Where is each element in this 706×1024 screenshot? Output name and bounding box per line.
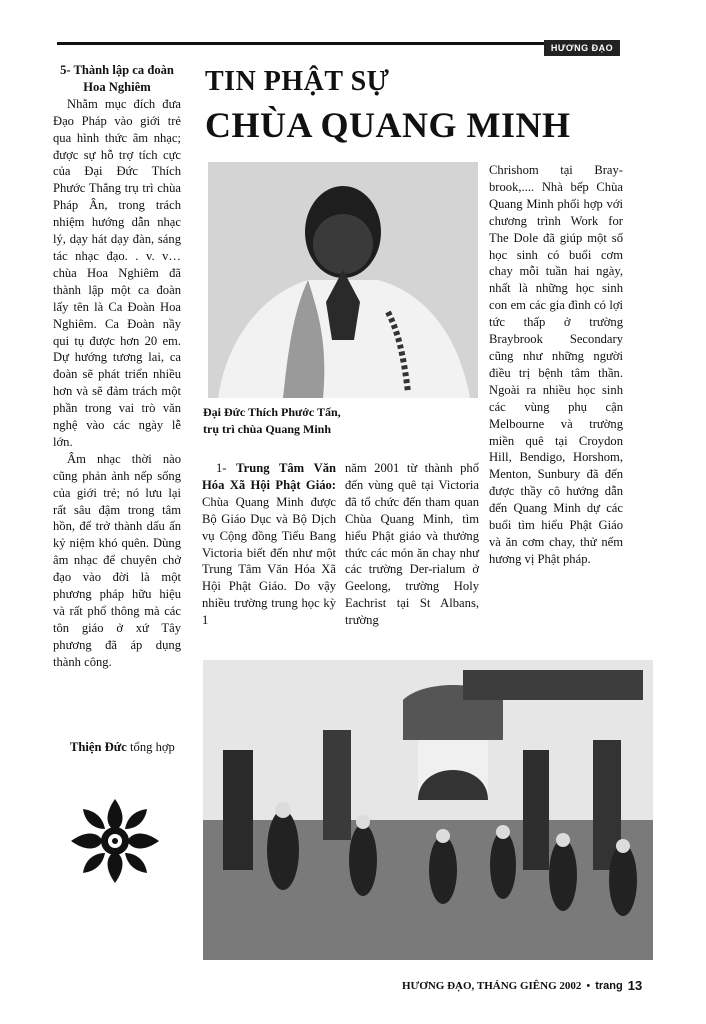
paragraph: Nhằm mục đích đưa Đạo Pháp vào giới trẻ qua hình thức âm nhạc; được sự hỗ trợ tích cực của Đại Đức Thích Phước Thắng trụ trì chùa Pháp Ân, trong trách nhiệm hướng dẫn nhạc lý, dạy hát dạy đàn, sáng tác nhạc đạo. . v. v… chùa Hoa Nghiêm đã thành lập một ca đoàn lấy tên là Ca Đoàn Hoa Nghiêm. Ca Đoàn nầy qui tụ được hơn 20 em. Dự hướng tương lai, ca đoàn sẽ phát triển nhiều hơn và sẽ đảm trách một phần trong vai trò văn nghệ vào các ngày lễ lớn. — [53, 96, 181, 449]
item-number: 1- — [216, 461, 237, 475]
section-heading: Trung Tâm Văn Hóa Xã Hội Phật Giáo: — [202, 461, 336, 492]
page-number: 13 — [627, 978, 643, 993]
byline — [70, 740, 175, 755]
column-3 — [345, 460, 479, 629]
byline-suffix: tổng hợp — [126, 740, 175, 754]
paragraph: Âm nhạc thời nào cũng phản ảnh nếp sống của giới trẻ; nó lưu lại rất sâu đậm trong tâm hồn, để trở thành dấu ấn kỷ niệm khó quên. Dùng âm nhạc để chuyên chở đạo vào đời là một phương pháp hữu hiệu và rất phổ thông mà các tôn giáo ở xứ Tây phương đã áp dụng thành công. — [53, 451, 181, 669]
caption-line1: Đại Đức Thích Phước Tấn, — [203, 405, 341, 419]
photo-caption — [203, 404, 483, 438]
monk-photo — [208, 162, 478, 398]
article-title-line2: CHÙA QUANG MINH — [205, 105, 571, 145]
paragraph: Chrishom tại Bray-brook,.... Nhà bếp Chùa Quang Minh phối hợp với chương trình Work for The Dole đã giúp một số học sinh có buổi cơm chay mỗi tuần hai ngày, nhất là những học sinh con em các gia đình có lợi tức thấp ở trường Braybrook Secondary cũng như những người điều trị bệnh tâm thần. Ngoài ra nhiều học sinh các vùng phụ cận Melbourne và trường miền quê tại Croydon Hill, Bendigo, Horshom, Menton, Sunbury đã đến được thầy cô hướng dẫn đến Quang Minh dự các buổi tìm hiểu Phật Giáo và ăn cơm chay, thử nếm hương vị Phật pháp. — [489, 163, 623, 566]
footer-bullet: • — [586, 979, 591, 992]
paragraph: năm 2001 từ thành phố đến vùng quê tại Victoria đã tổ chức đến tham quan Chùa Quang Minh, tìm hiểu Phật giáo và thưởng thức các món ăn chay như các trường Der-rialum ở Geelong, trường Holy Eachrist tại St Albans, trường — [345, 461, 479, 628]
section-tag: HƯƠNG ĐẠO — [544, 40, 620, 56]
page-label: trang — [595, 979, 623, 992]
page-footer — [402, 978, 642, 993]
publication-name: HƯƠNG ĐẠO, THÁNG GIÊNG 2002 — [402, 979, 582, 992]
procession-photo — [203, 660, 653, 960]
column-4 — [489, 162, 623, 568]
column-2 — [202, 460, 336, 629]
article-title-line1: TIN PHẬT SỰ — [205, 66, 390, 97]
caption-line2: trụ trì chùa Quang Minh — [203, 422, 332, 436]
column-1 — [53, 62, 181, 671]
header-rule — [57, 42, 544, 45]
paragraph: Chùa Quang Minh được Bộ Giáo Dục và Bộ Dịch vụ Cộng đồng Tiểu Bang Victoria biết đến như một Trung Tâm Văn Hóa Xã Hội Phật Giáo. Do vậy nhiều trường trung học kỳ 1 — [202, 494, 336, 628]
byline-name: Thiện Đức — [70, 740, 127, 754]
section-heading: 5- Thành lập ca đoàn Hoa Nghiêm — [60, 63, 174, 94]
lotus-ornament-icon — [67, 795, 163, 887]
